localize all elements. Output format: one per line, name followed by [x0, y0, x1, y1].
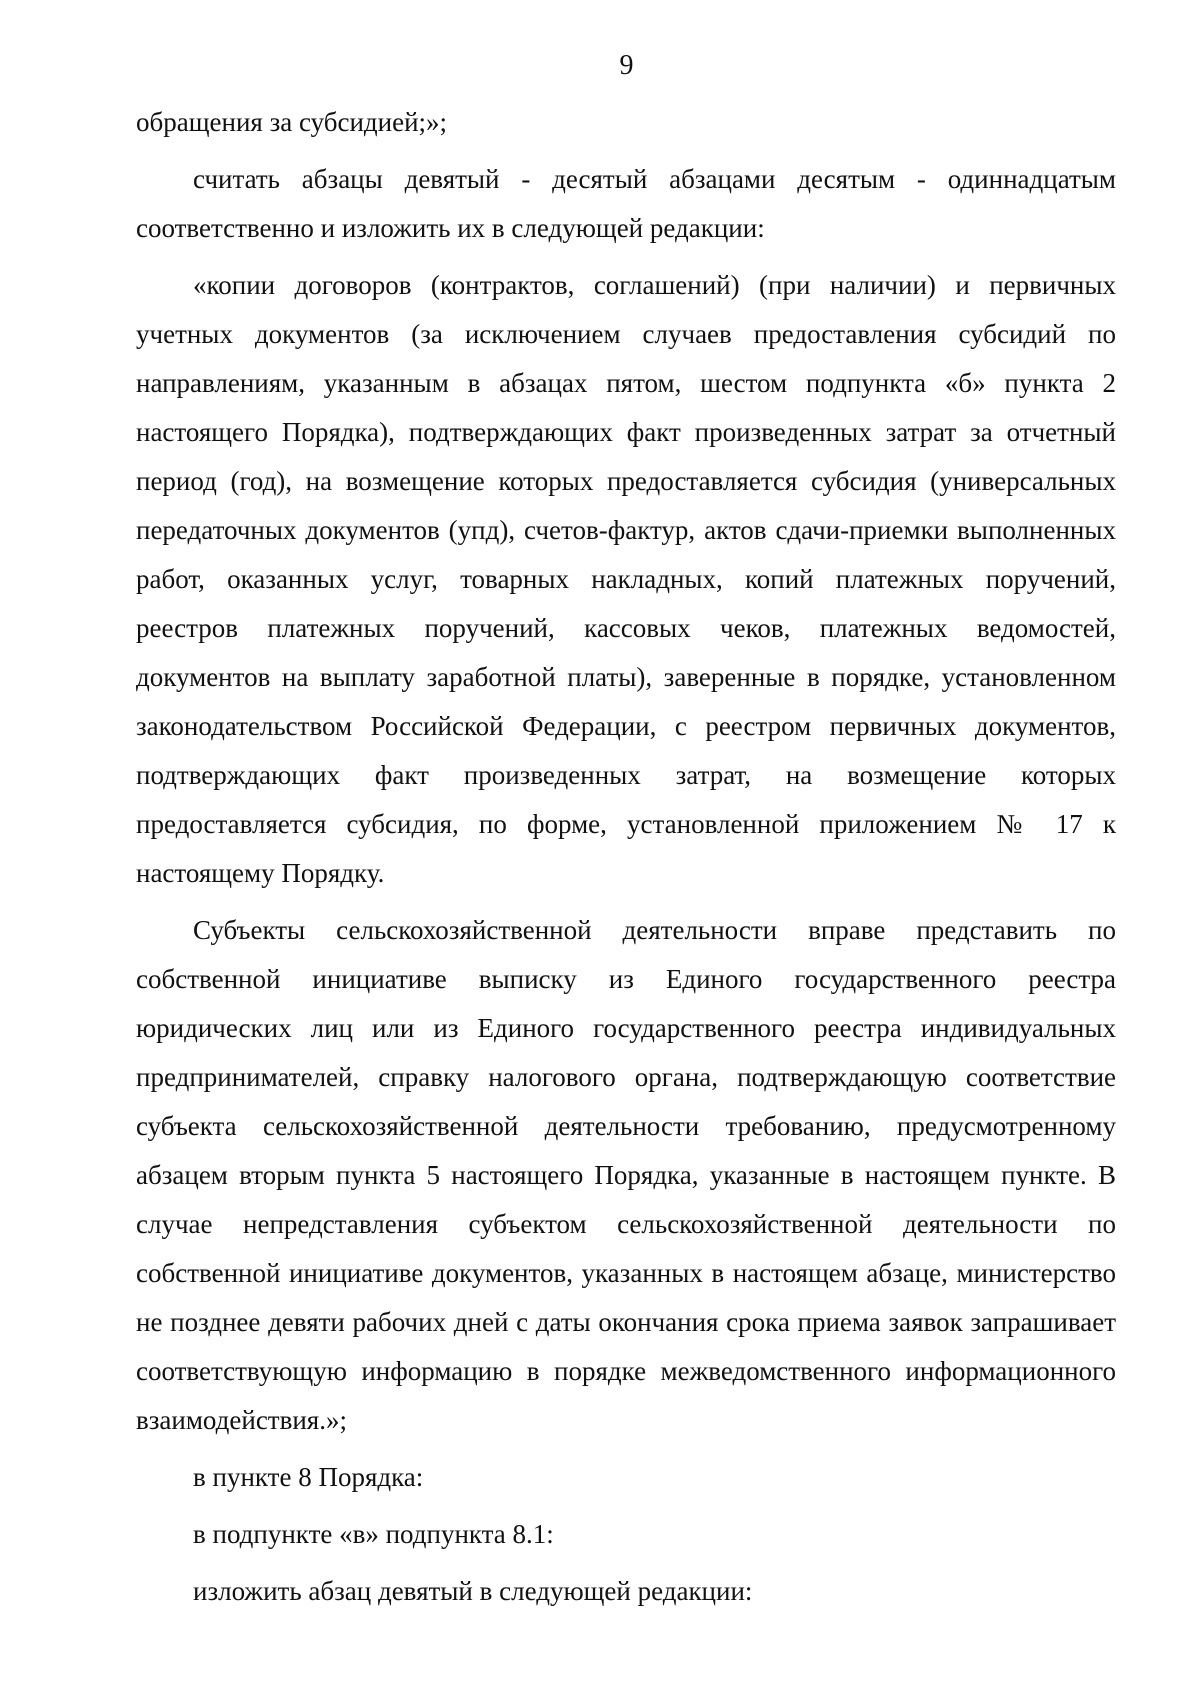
paragraph-subpoint-8-1: в подпункте «в» подпункта 8.1: [193, 1519, 554, 1549]
document-body [136, 98, 1116, 1616]
paragraph-point-8: в пункте 8 Порядка: [193, 1462, 424, 1492]
paragraph-continuation: обращения за субсидией;»; [136, 107, 448, 137]
paragraph-subjects-right: Субъекты сельскохозяйственной деятельности вправе представить по собственной инициативе выписку из Единого государственного реестра юридических лиц или из Единого государственного реестра индивидуальных предпринимателей, справку налогового органа, подтверждающую соответствие субъекта сельскохозяйственной деятельности требованию, предусмотренному абзацем вторым пункта 5 настоящего Порядка, указанные в настоящем пункте. В случае непредставления субъектом сельскохозяйственной деятельности по собственной инициативе документов, указанных в настоящем абзаце, министерство не позднее девяти рабочих дней с даты окончания срока приема заявок запрашивает соответствующую информацию в порядке межведомственного информационного взаимодействия.»; [136, 915, 1116, 1435]
paragraph-ninth-abzac: изложить абзац девятый в следующей редакции: [193, 1576, 753, 1606]
paragraph-renumber-instruction: считать абзацы девятый - десятый абзацами десятым - одиннадцатым соответственно и изложить их в следующей редакции: [136, 164, 1116, 243]
paragraph-document-copies: «копии договоров (контрактов, соглашений) (при наличии) и первичных учетных документов (за исключением случаев предоставления субсидий по направлениям, указанным в абзацах пятом, шестом подпункта «б» пункта 2 настоящего Порядка), подтверждающих факт произведенных затрат за отчетный период (год), на возмещение которых предоставляется субсидия (универсальных передаточных документов (упд), счетов-фактур, актов сдачи-приемки выполненных работ, оказанных услуг, товарных накладных, копий платежных поручений, реестров платежных поручений, кассовых чеков, платежных ведомостей, документов на выплату заработной платы), заверенные в порядке, установленном законодательством Российской Федерации, с реестром первичных документов, подтверждающих факт произведенных затрат, на возмещение которых предоставляется субсидия, по форме, установленной приложением № 17 к настоящему Порядку. [136, 270, 1116, 888]
page-number: 9 [619, 50, 634, 81]
